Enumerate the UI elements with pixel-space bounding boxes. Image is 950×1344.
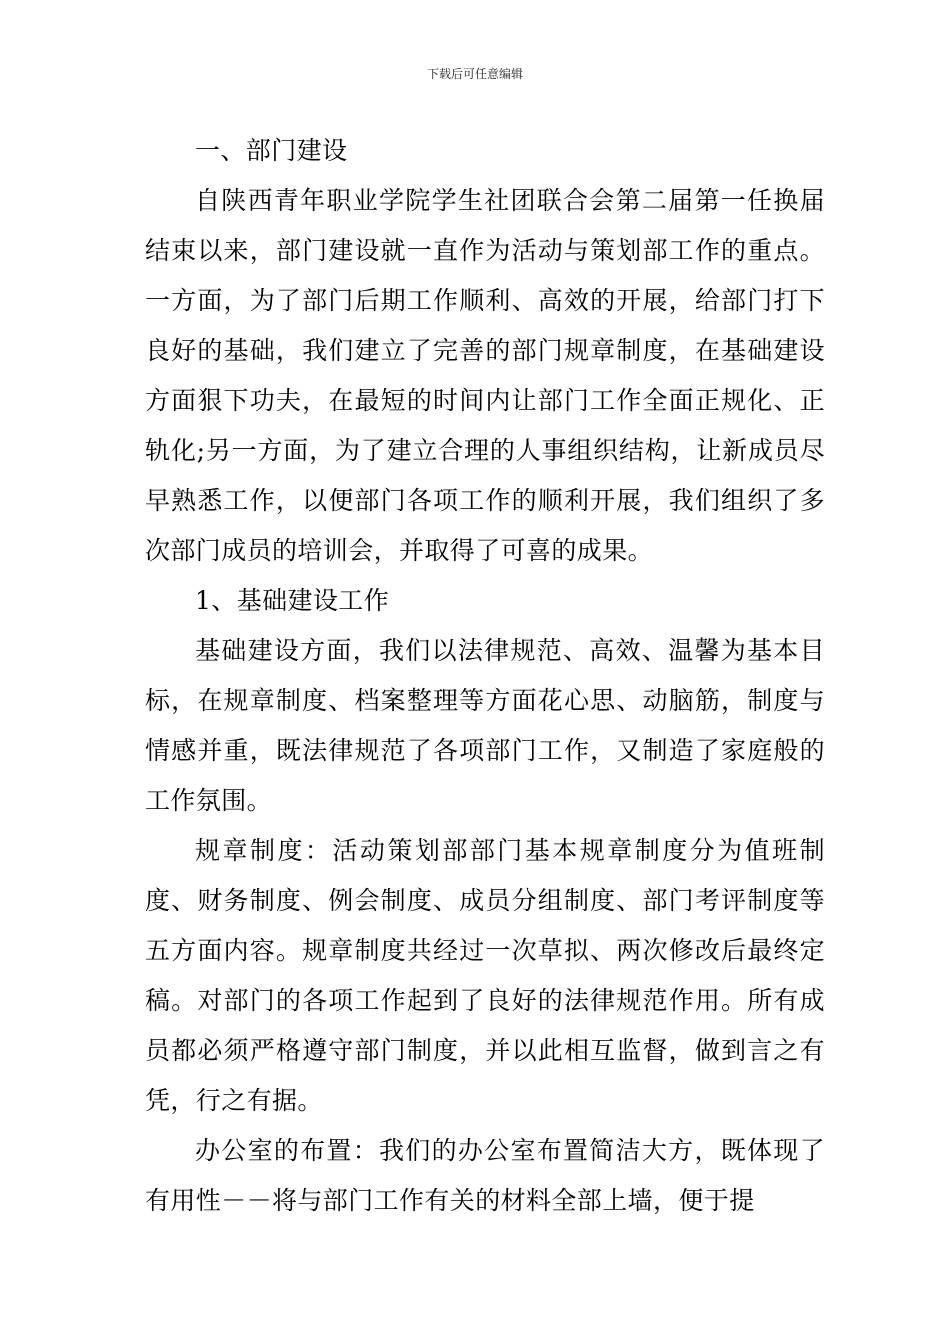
rules-paragraph: 规章制度：活动策划部部门基本规章制度分为值班制度、财务制度、例会制度、成员分组制度、部门考评制度等五方面内容。规章制度共经过一次草拟、两次修改后最终定稿。对部门的各项工作起到了良好的法律规范作用。所有成员都必须严格遵守部门制度，并以此相互监督，做到言之有凭，行之有据。	[145, 836, 825, 1115]
section-heading: 一、部门建设	[195, 136, 348, 165]
page-header-note: 下载后可任意编辑	[426, 67, 523, 81]
office-layout-paragraph: 办公室的布置：我们的办公室布置简洁大方，既体现了有用性－－将与部门工作有关的材料全部上墙，便于提	[145, 1136, 825, 1215]
document-body	[145, 126, 825, 1226]
intro-paragraph: 自陕西青年职业学院学生社团联合会第二届第一任换届结束以来，部门建设就一直作为活动与策划部工作的重点。一方面，为了部门后期工作顺利、高效的开展，给部门打下良好的基础，我们建立了完善的部门规章制度，在基础建设方面狠下功夫，在最短的时间内让部门工作全面正规化、正轨化;另一方面，为了建立合理的人事组织结构，让新成员尽早熟悉工作，以便部门各项工作的顺利开展，我们组织了多次部门成员的培训会，并取得了可喜的成果。	[145, 186, 825, 565]
basic-construction-paragraph: 基础建设方面，我们以法律规范、高效、温馨为基本目标，在规章制度、档案整理等方面花心思、动脑筋，制度与情感并重，既法律规范了各项部门工作，又制造了家庭般的工作氛围。	[145, 636, 825, 815]
subsection-heading: 1、基础建设工作	[195, 586, 390, 615]
